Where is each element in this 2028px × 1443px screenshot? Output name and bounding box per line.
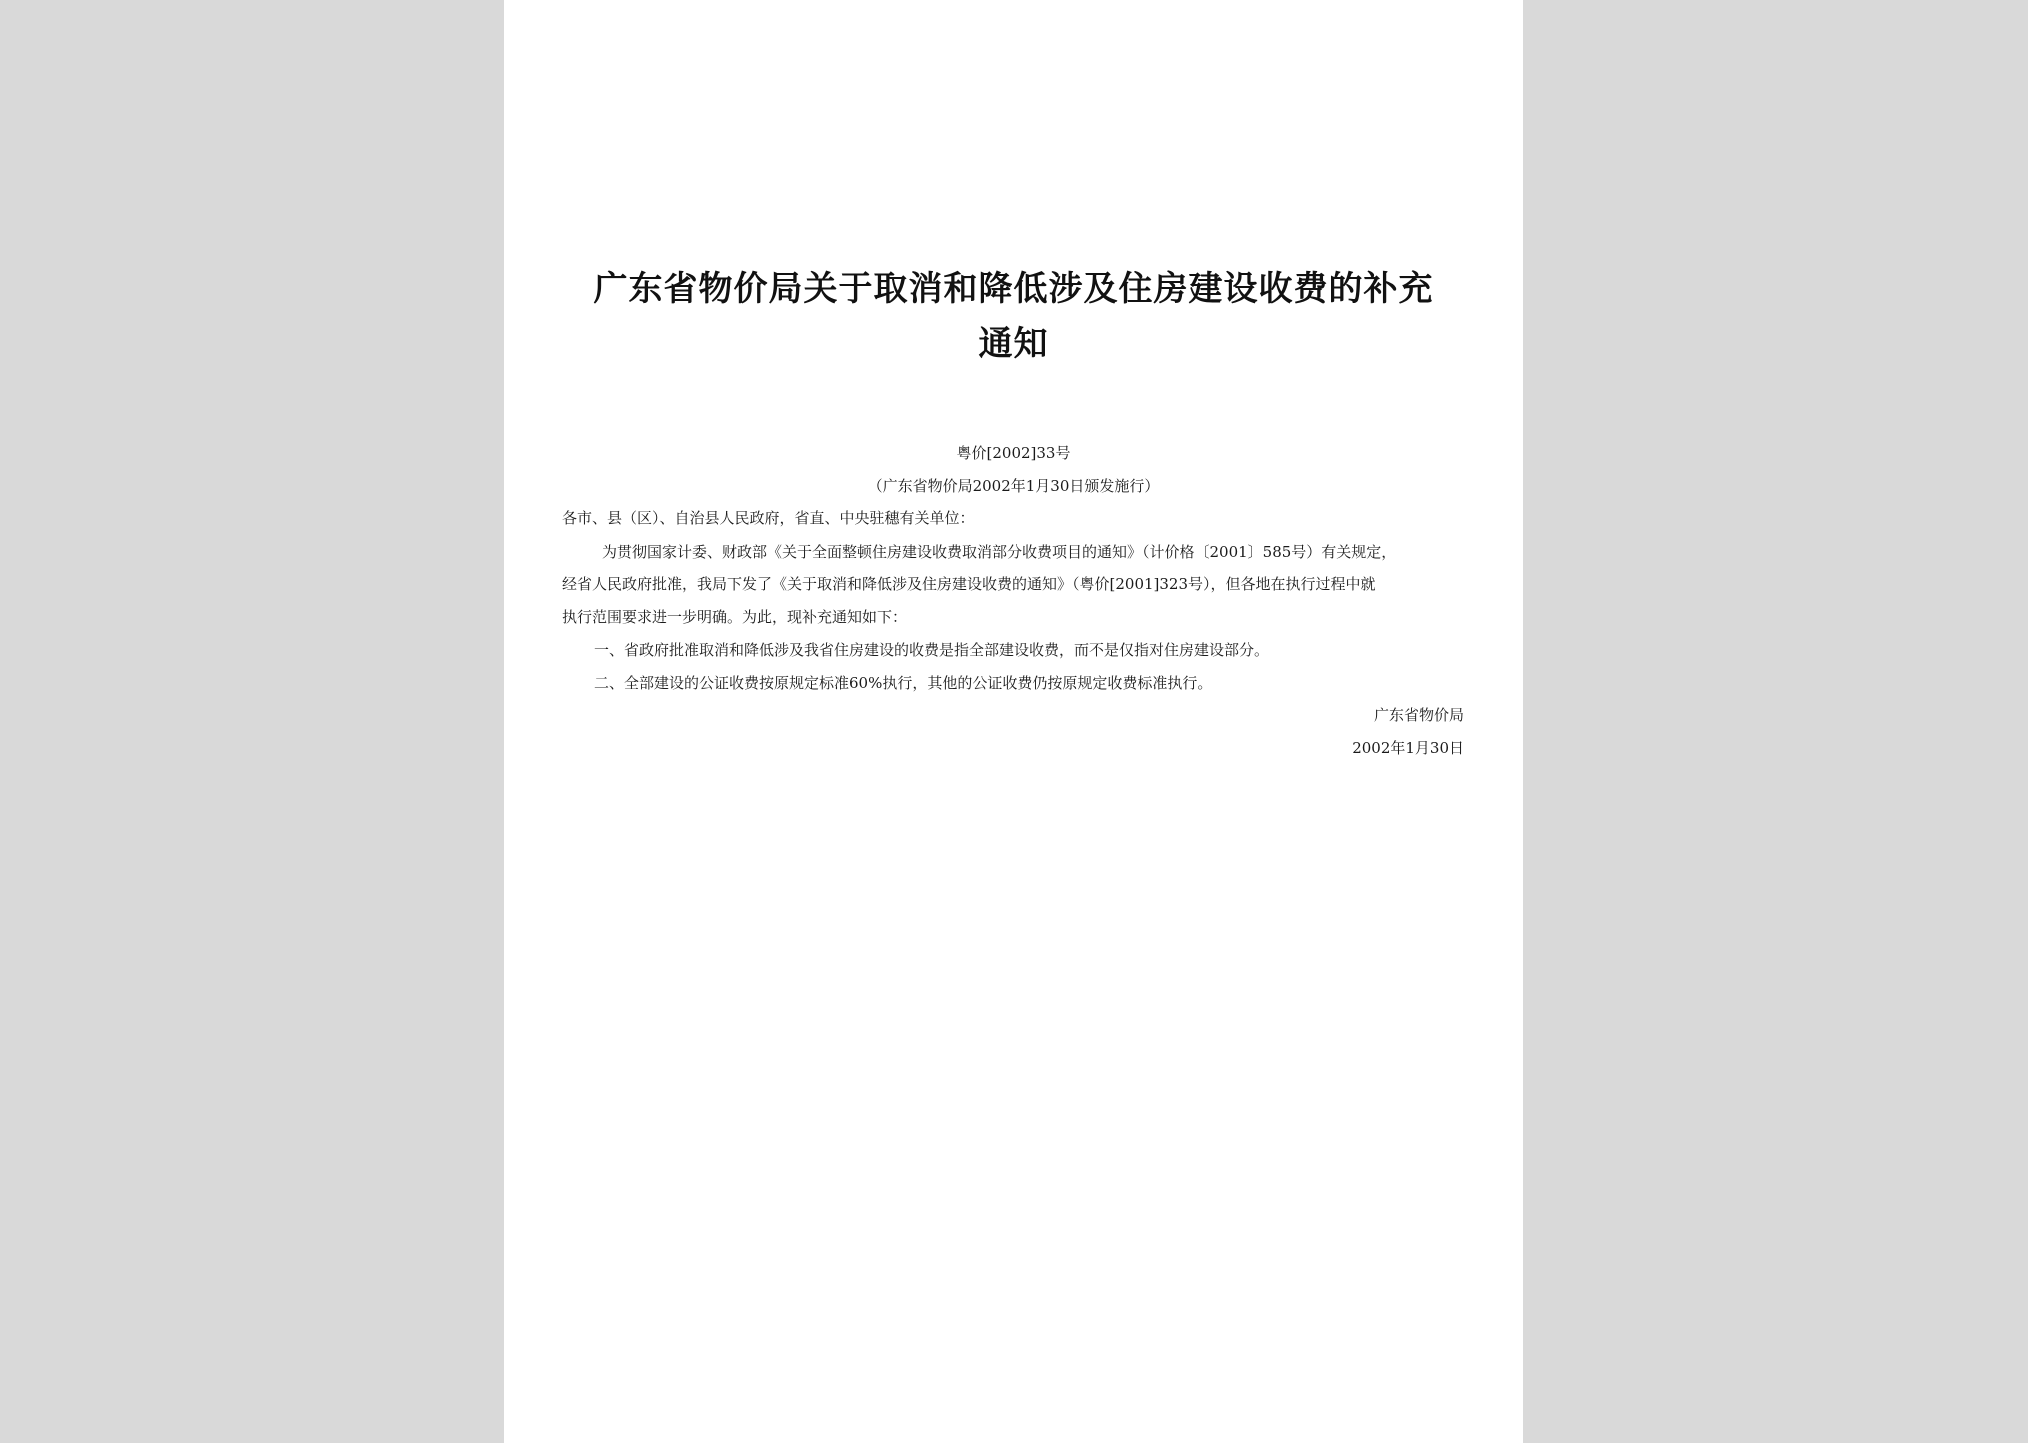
document-page <box>504 0 1523 1443</box>
document-title <box>544 262 1483 372</box>
title-line-2: 通知 <box>978 324 1049 364</box>
body-line-1: 为贯彻国家计委、财政部《关于全面整顿住房建设收费取消部分收费项目的通知》（计价格〔2001〕585号）有关规定， <box>602 543 1397 561</box>
item-2: 二、全部建设的公证收费按原规定标准60%执行，其他的公证收费仍按原规定收费标准执行。 <box>594 674 1213 692</box>
issued-note: （广东省物价局2002年1月30日颁发施行） <box>867 477 1160 495</box>
item-1: 一、省政府批准取消和降低涉及我省住房建设的收费是指全部建设收费，而不是仅指对住房建设部分。 <box>594 641 1270 659</box>
body-line-3: 执行范围要求进一步明确。为此，现补充通知如下： <box>562 608 908 626</box>
document-number: 粤价[2002]33号 <box>956 444 1071 462</box>
title-line-1: 广东省物价局关于取消和降低涉及住房建设收费的补充 <box>593 269 1434 309</box>
issue-date: 2002年1月30日 <box>1352 739 1464 757</box>
addressee: 各市、县（区）、自治县人民政府，省直、中央驻穗有关单位： <box>562 509 975 527</box>
body-line-2: 经省人民政府批准，我局下发了《关于取消和降低涉及住房建设收费的通知》（粤价[2001]323号），但各地在执行过程中就 <box>562 575 1376 593</box>
issuer-signature: 广东省物价局 <box>1373 706 1464 724</box>
